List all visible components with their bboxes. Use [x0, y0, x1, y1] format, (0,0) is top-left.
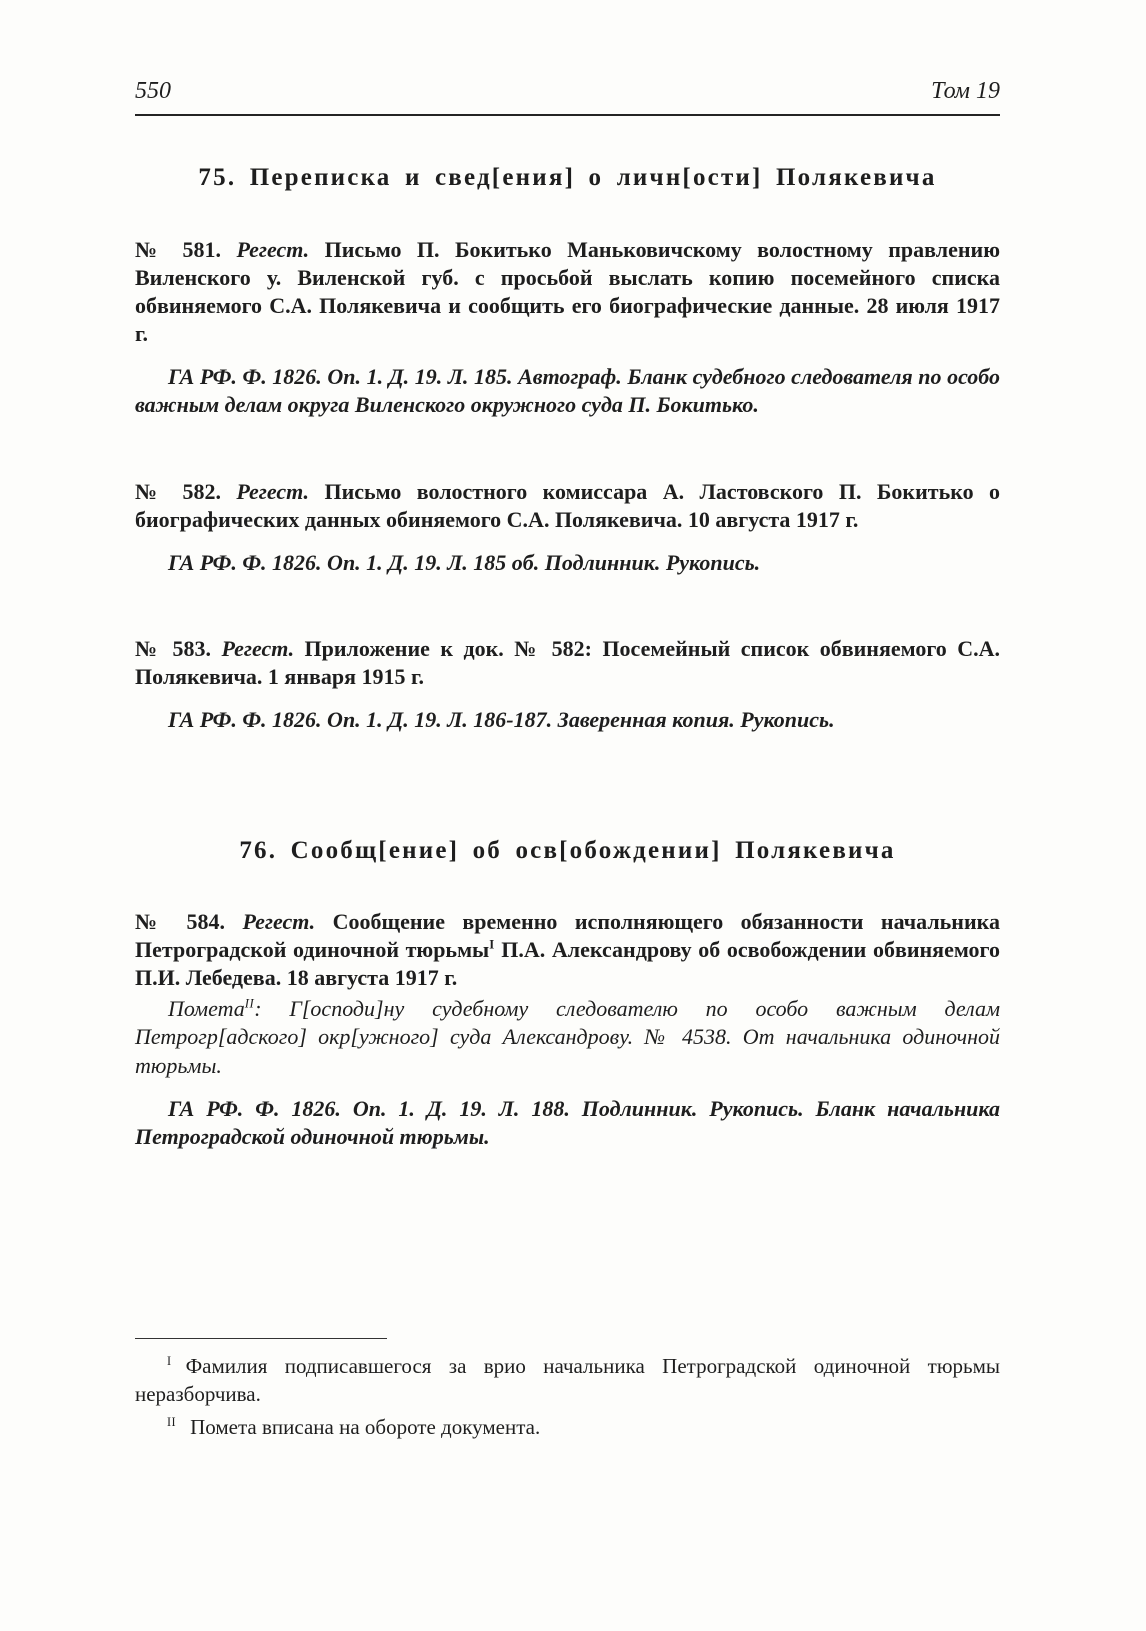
entry-581-citation: ГА РФ. Ф. 1826. Оп. 1. Д. 19. Л. 185. Автограф. Бланк судебного следователя по особо важным делам округа Виленского окружного суда П. Бокитько. — [135, 364, 1000, 418]
footnote-2 — [135, 1414, 1000, 1442]
note-label: Помета — [168, 996, 245, 1022]
entry-584-note — [135, 995, 1000, 1079]
entry-584-number: № 584. — [135, 908, 243, 934]
footnote-ref-2: II — [244, 996, 255, 1011]
entry-584-description-b: П.А. Александрову об освобождении обвиняемого П.И. Лебедева. 18 августа 1917 г. — [135, 936, 1000, 991]
footnote-ref-1: I — [489, 937, 495, 952]
page-number: 550 — [135, 78, 171, 104]
entry-583-genre: Регест. — [221, 636, 305, 662]
header-rule — [135, 114, 1000, 116]
entry-581-number: № 581. — [135, 236, 237, 262]
entry-584-description-a: Сообщение временно исполняющего обязанности начальника Петроградской одиночной тюрьмы — [135, 908, 1000, 962]
footnote-2-marker: II — [167, 1415, 177, 1430]
entry-582-number: № 582. — [135, 478, 237, 504]
entry-581 — [135, 236, 1000, 349]
entry-582-description: Письмо волостного комиссара А. Ластовского П. Бокитько о биографических данных обиняемого С.А. Полякевича. 10 августа 1917 г. — [135, 478, 1001, 532]
running-head — [135, 78, 1000, 104]
entry-581-description: Письмо П. Бокитько Маньковичскому волостному правлению Виленского у. Виленской губ. с просьбой выслать копию посемейного списка обвиняемого С.А. Полякевича и сообщить его биографические данные. 28 июля 1917 г. — [135, 236, 1001, 347]
footnote-2-text: Помета вписана на обороте документа. — [190, 1415, 541, 1440]
volume-label: Том 19 — [931, 78, 1000, 104]
section-75-title: 75. Переписка и свед[ения] о личн[ости] Полякевича — [198, 164, 937, 192]
section-76-title: 76. Сообщ[ение] об осв[обождении] Полякевича — [239, 836, 896, 864]
footnote-rule — [135, 1338, 387, 1339]
section-75 — [135, 162, 1000, 734]
section-76 — [135, 835, 1000, 1152]
entry-584-genre: Регест. — [242, 908, 333, 934]
entry-581-genre: Регест. — [236, 236, 325, 262]
entry-582 — [135, 478, 1000, 534]
footnote-1 — [135, 1353, 1000, 1408]
footnote-1-text: Фамилия подписавшегося за врио начальника Петроградской одиночной тюрьмы неразборчива. — [135, 1354, 1000, 1406]
note-text: : Г[осподи]ну судебному следователю по особо важным делам Петрогр[адского] окр[ужного] суда Александрову. № 4538. От начальника одиночной тюрьмы. — [135, 996, 1000, 1078]
entry-583-number: № 583. — [135, 636, 222, 662]
entry-583 — [135, 635, 1000, 691]
footnotes-block — [135, 1338, 1000, 1442]
entry-583-citation: ГА РФ. Ф. 1826. Оп. 1. Д. 19. Л. 186-187. Заверенная копия. Рукопись. — [168, 707, 835, 733]
entry-582-genre: Регест. — [236, 478, 325, 504]
entry-584-citation: ГА РФ. Ф. 1826. Оп. 1. Д. 19. Л. 188. Подлинник. Рукопись. Бланк начальника Петроградской одиночной тюрьмы. — [135, 1095, 1000, 1149]
entry-583-description: Приложение к док. № 582: Посемейный список обвиняемого С.А. Полякевича. 1 января 1915 г. — [135, 636, 1000, 690]
footnote-1-marker: I — [167, 1354, 172, 1368]
entry-584 — [135, 908, 1000, 992]
entry-582-citation: ГА РФ. Ф. 1826. Оп. 1. Д. 19. Л. 185 об. Подлинник. Рукопись. — [168, 549, 761, 575]
